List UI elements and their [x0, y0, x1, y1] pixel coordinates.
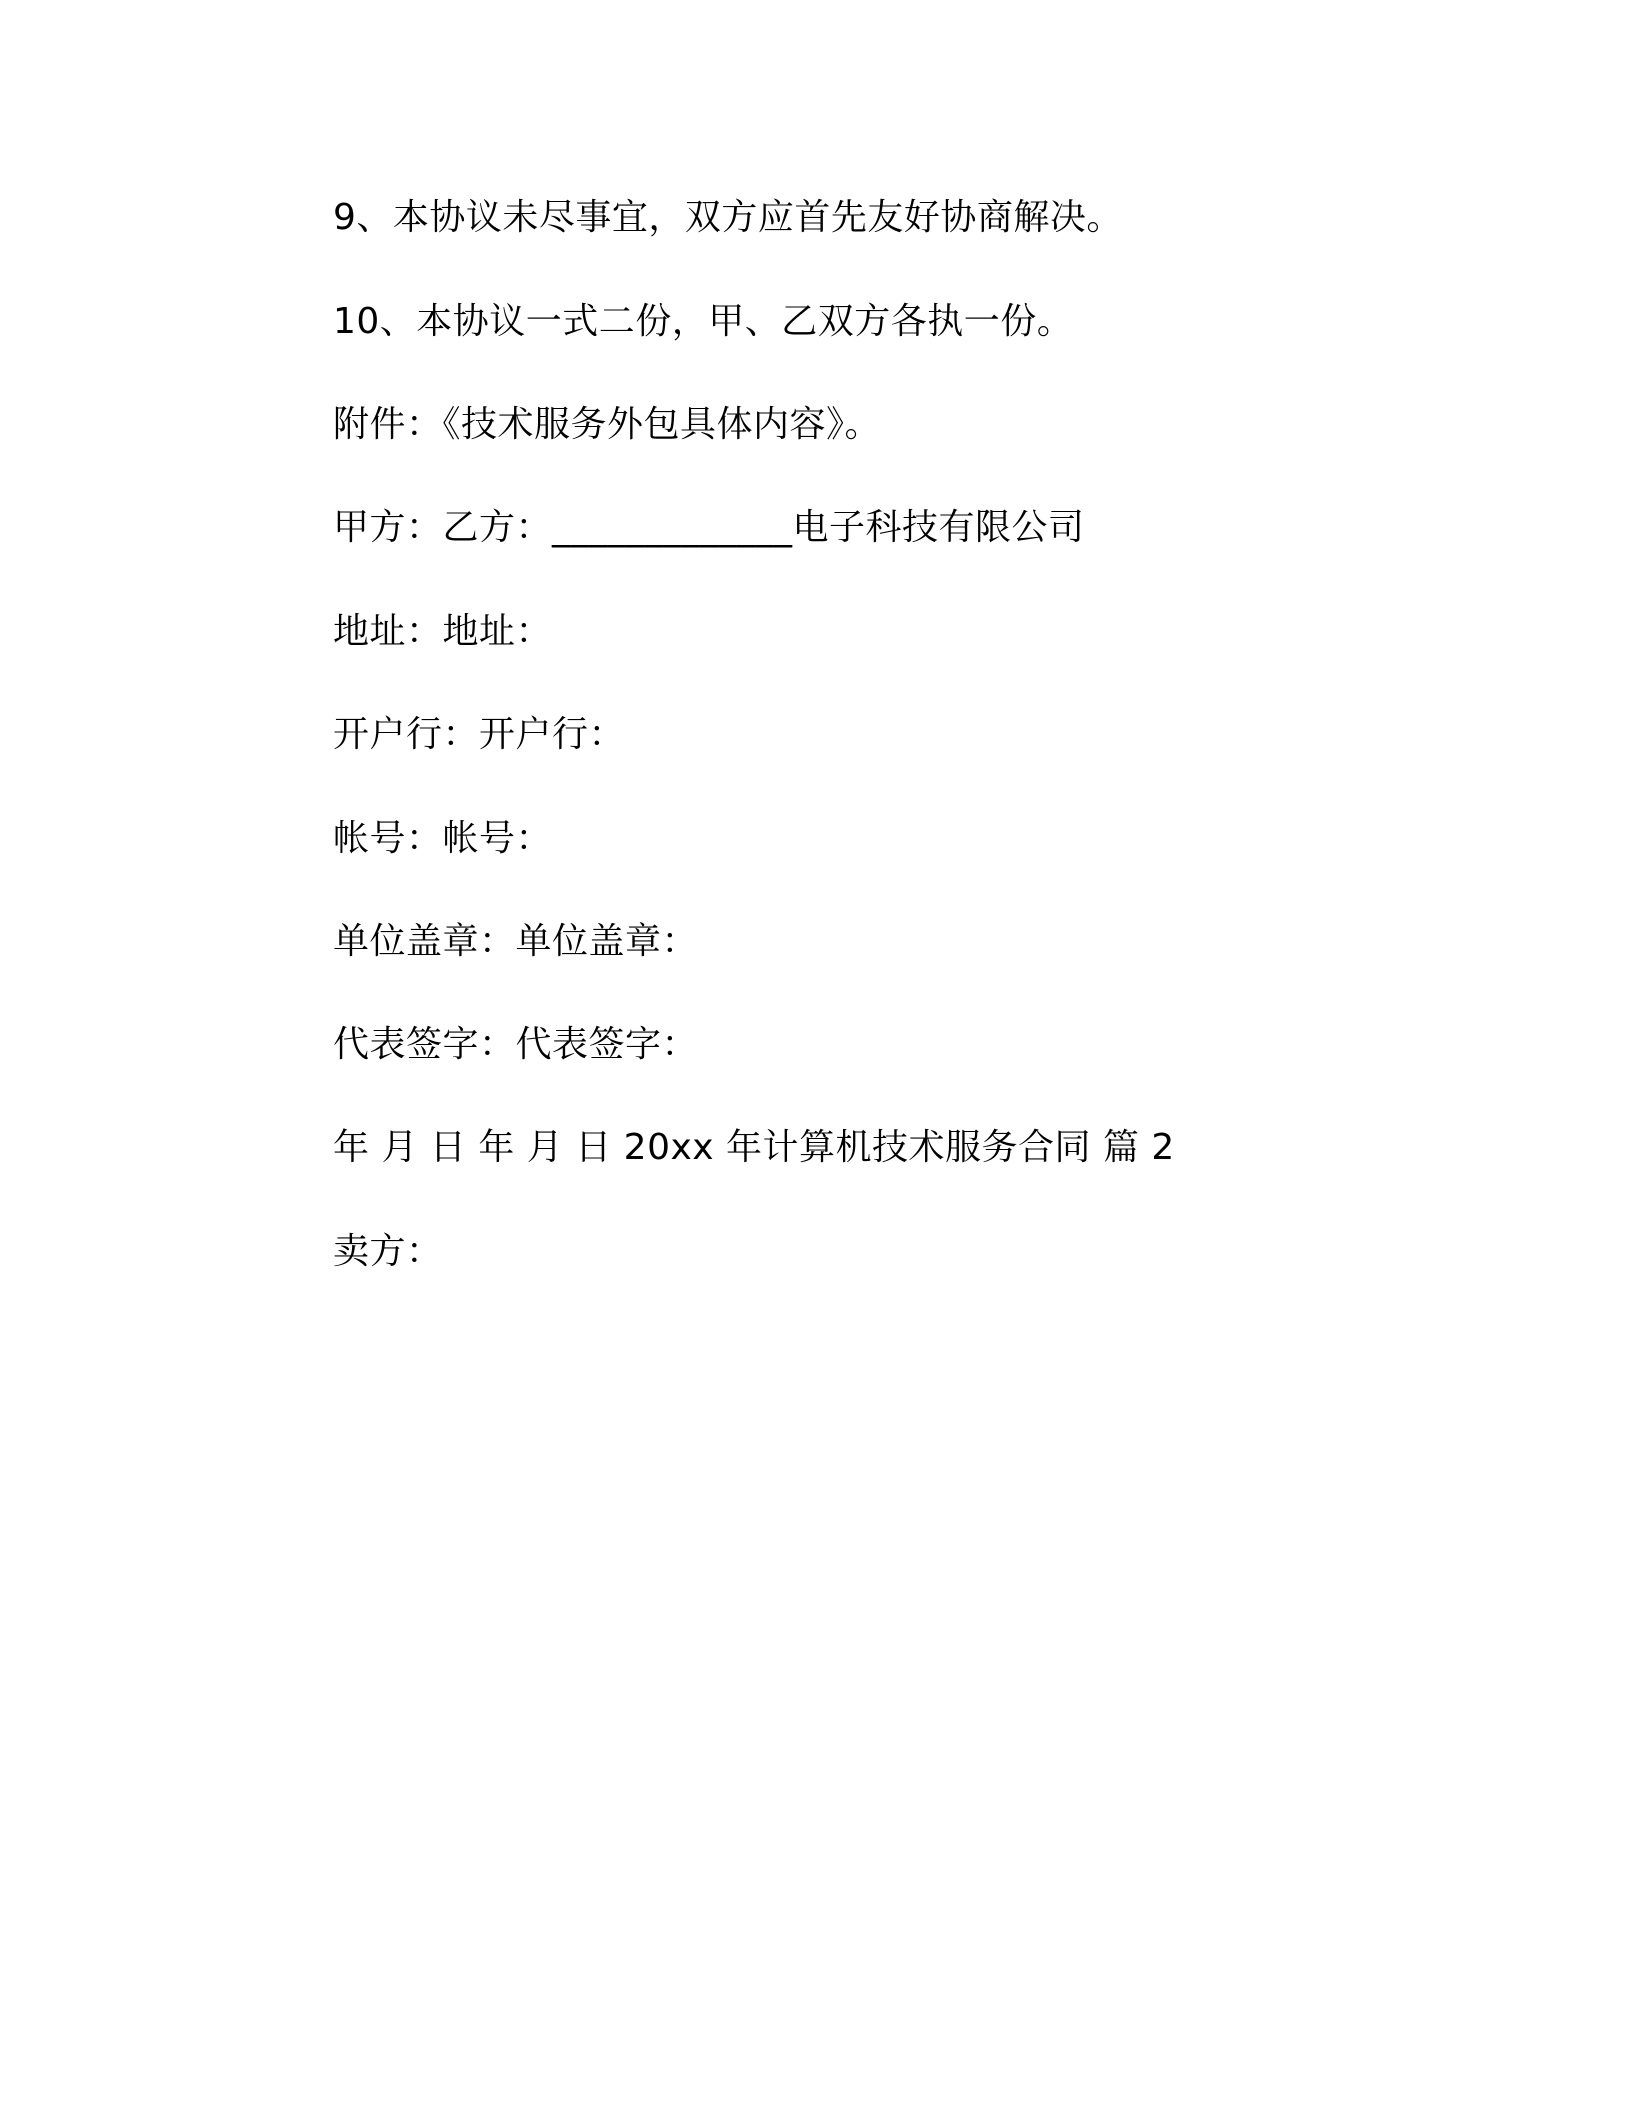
address-line: 地址：地址： — [333, 611, 553, 652]
seal-line: 单位盖章：单位盖章： — [333, 921, 699, 962]
account-line: 帐号：帐号： — [333, 818, 553, 859]
clause-9: 9、本协议未尽事宜，双方应首先友好协商解决。 — [333, 197, 1123, 238]
bank-line: 开户行：开户行： — [333, 714, 626, 755]
party-line: 甲方：乙方：_____________电子科技有限公司 — [333, 507, 1085, 548]
seller-line: 卖方： — [333, 1231, 443, 1272]
date-title-line: 年 月 日 年 月 日 20xx 年计算机技术服务合同 篇 2 — [333, 1127, 1175, 1168]
clause-10: 10、本协议一式二份，甲、乙双方各执一份。 — [333, 301, 1074, 342]
signature-line: 代表签字：代表签字： — [333, 1024, 699, 1065]
attachment-line: 附件：《技术服务外包具体内容》。 — [333, 404, 882, 445]
